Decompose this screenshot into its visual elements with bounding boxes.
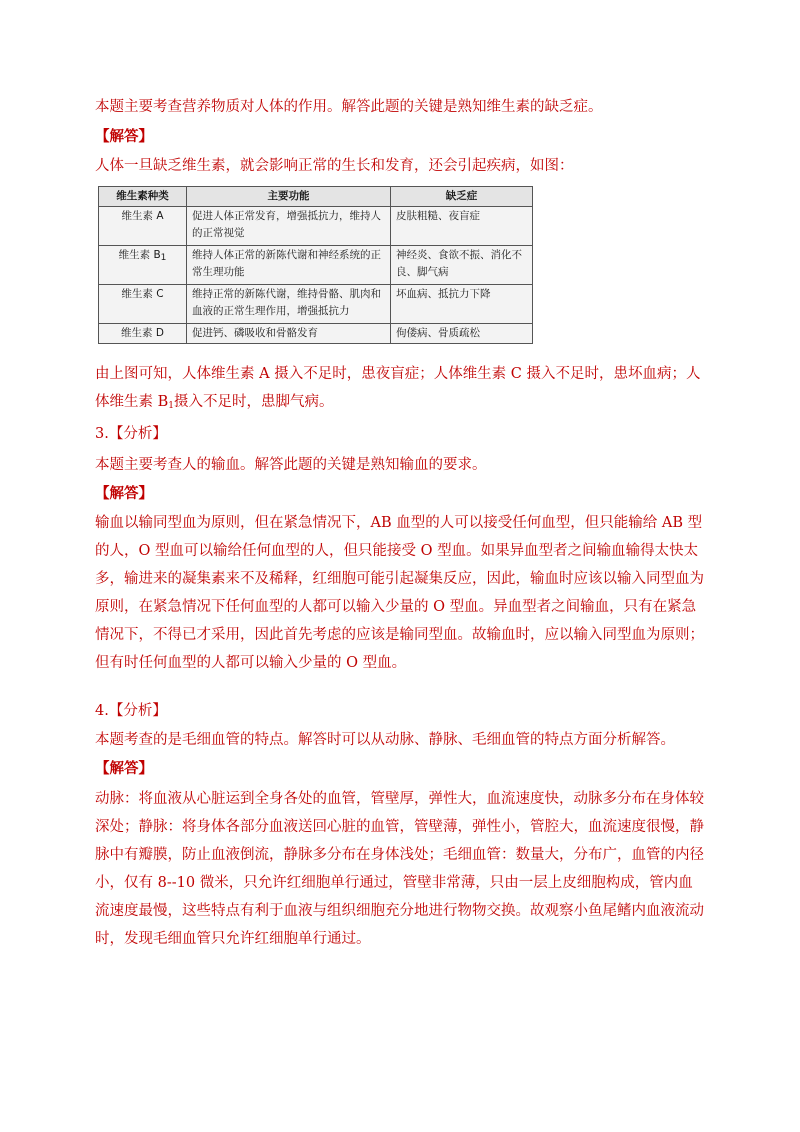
vitamin-deficiency: 神经炎、食欲不振、消化不良、脚气病 — [391, 246, 533, 285]
vitamin-function: 促进人体正常发育，增强抵抗力，维持人的正常视觉 — [187, 207, 391, 246]
answer-heading-2: 【解答】 — [95, 485, 153, 502]
vitamin-name: 维生素 A — [99, 207, 187, 246]
vitamin-function: 维持正常的新陈代谢，维持骨骼、肌肉和血液的正常生理作用，增强抵抗力 — [187, 285, 391, 324]
table-row — [99, 246, 533, 285]
vitamin-name: 维生素 B1 — [99, 246, 187, 285]
vitamin-deficiency: 皮肤粗糙、夜盲症 — [391, 207, 533, 246]
table-row — [99, 285, 533, 324]
vitamin-name: 维生素 D — [99, 324, 187, 344]
vitamin-table — [98, 186, 533, 344]
header-main-function: 主要功能 — [187, 187, 391, 207]
vitamin-name: 维生素 C — [99, 285, 187, 324]
vitamin-deficiency: 坏血病、抵抗力下降 — [391, 285, 533, 324]
section-4-analysis-heading: 4.【分析】 — [95, 703, 167, 719]
section-3-analysis-heading: 3.【分析】 — [95, 426, 167, 442]
answer-paragraph-4: 动脉：将血液从心脏运到全身各处的血管，管壁厚，弹性大，血流速度快，动脉多分布在身体较深处；静脉：将身体各部分血液送回心脏的血管，管壁薄，弹性小，管腔大，血流速度很慢，静脉中有瓣膜，防止血液倒流，静脉多分布在身体浅处；毛细血管：数量大，分布广，血管的内径小，仅有 8--10 微米，只允许红细胞单行通过，管壁非常薄，只由一层上皮细胞构成，管内血流速度最慢，这些特点有利于血液与组织细胞充分地进行物物交换。故观察小鱼尾鳍内血液流动时，发现毛细血管只允许红细胞单行通过。 — [95, 791, 704, 947]
table-row — [99, 324, 533, 344]
vitamin-function: 维持人体正常的新陈代谢和神经系统的正常生理功能 — [187, 246, 391, 285]
analysis-paragraph-1: 本题主要考查营养物质对人体的作用。解答此题的关键是熟知维生素的缺乏症。 — [95, 99, 603, 115]
answer-heading-1: 【解答】 — [95, 128, 153, 145]
answer-paragraph-3: 输血以输同型血为原则，但在紧急情况下，AB 血型的人可以接受任何血型，但只能输给 AB 型的人，O 型血可以输给任何血型的人，但只能接受 O 型血。如果异血型者之间输血输得太快太多，输进来的凝集素来不及稀释，红细胞可能引起凝集反应，因此，输血时应该以输入同型血为原则，在紧急情况下任何血型的人都可以输入少量的 O 型血。异血型者之间输血，只有在紧急情况下，不得已才采用，因此首先考虑的应该是输同型血。故输血时，应以输入同型血为原则；但有时任何血型的人都可以输入少量的 O 型血。 — [95, 515, 704, 671]
answer-paragraph-1: 人体一旦缺乏维生素，就会影响正常的生长和发育，还会引起疾病，如图： — [95, 158, 574, 174]
answer-heading-3: 【解答】 — [95, 760, 153, 777]
vitamin-deficiency: 佝偻病、骨质疏松 — [391, 324, 533, 344]
table-header-row — [99, 187, 533, 207]
table-row — [99, 207, 533, 246]
header-deficiency: 缺乏症 — [391, 187, 533, 207]
analysis-paragraph-3: 本题主要考查人的输血。解答此题的关键是熟知输血的要求。 — [95, 457, 487, 473]
vitamin-function: 促进钙、磷吸收和骨骼发育 — [187, 324, 391, 344]
analysis-paragraph-4: 本题考查的是毛细血管的特点。解答时可以从动脉、静脉、毛细血管的特点方面分析解答。 — [95, 732, 675, 748]
answer-paragraph-2: 由上图可知，人体维生素 A 摄入不足时，患夜盲症；人体维生素 C 摄入不足时，患坏血病；人体维生素 $B_1$摄入不足时，患脚气病。 — [95, 366, 701, 411]
header-vitamin-type: 维生素种类 — [99, 187, 187, 207]
